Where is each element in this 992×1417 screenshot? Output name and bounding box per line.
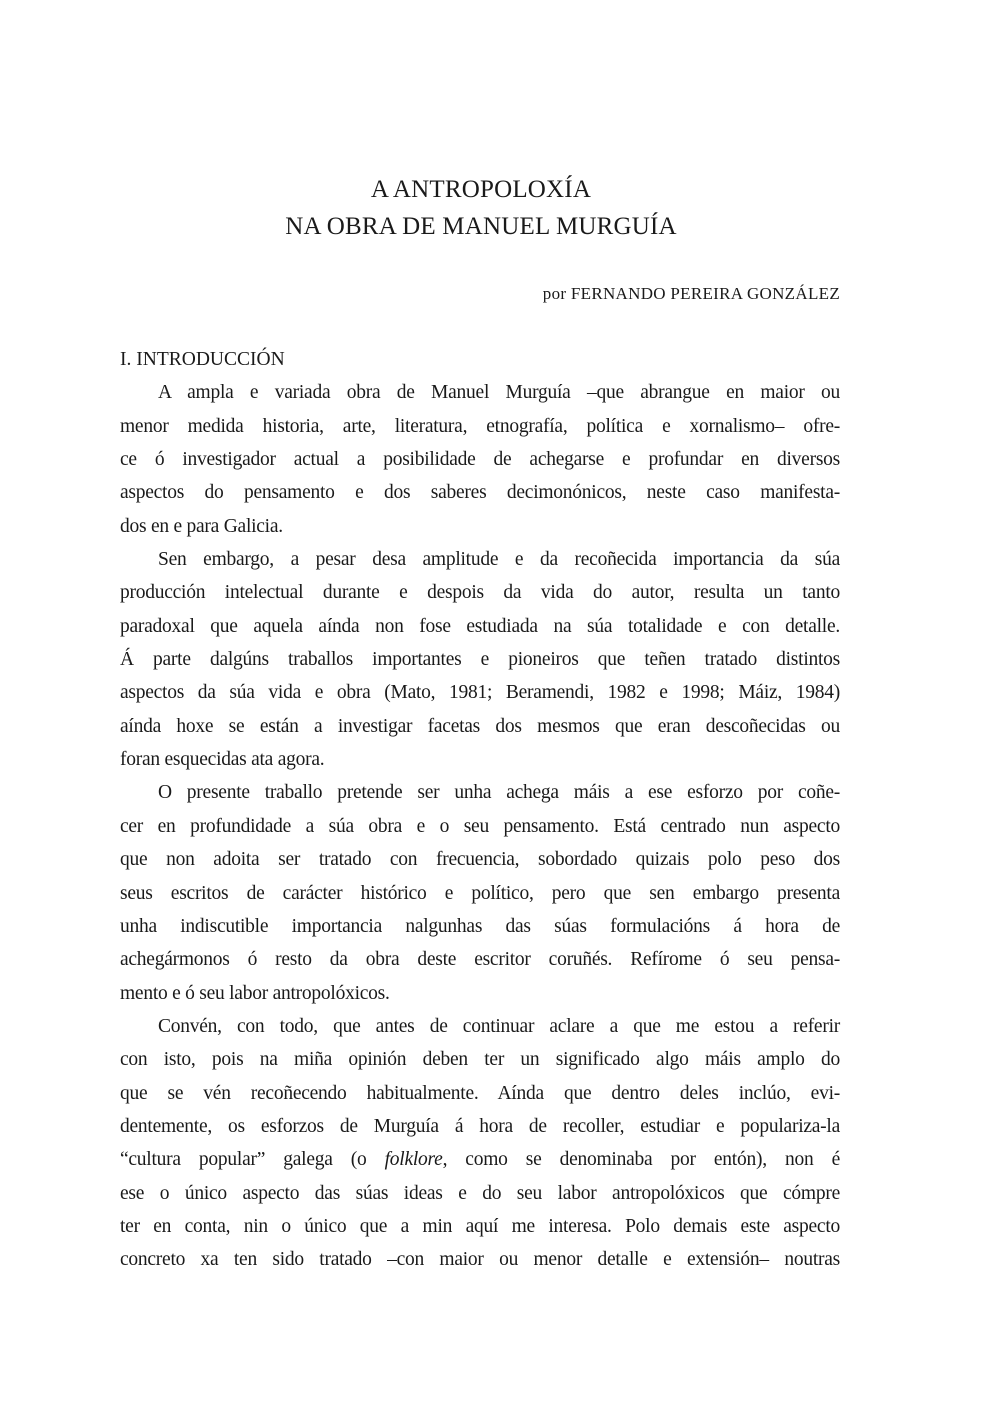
paragraph-4-line: dentemente, os esforzos de Murguía á hora de recoller, estudiar e populariza-la xyxy=(120,1115,840,1137)
paragraph-4-line: Convén, con todo, que antes de continuar aclare a que me estou a referir xyxy=(158,1015,840,1037)
author-byline: por FERNANDO PEREIRA GONZÁLEZ xyxy=(542,284,840,303)
paragraph-2-line: Á parte dalgúns traballos importantes e pioneiros que teñen tratado distintos xyxy=(120,649,840,671)
paragraph-2-line: paradoxal que aquela aínda non fose estudiada na súa totalidade e con detalle. xyxy=(120,615,840,637)
paragraph-4-line: ter en conta, nin o único que a min aquí me interesa. Polo demais este aspecto xyxy=(120,1215,840,1237)
paragraph-2-line: aínda hoxe se están a investigar facetas dos mesmos que eran descoñecidas ou xyxy=(120,715,840,737)
title-line-1: A ANTROPOLOXÍA xyxy=(370,176,592,203)
paragraph-3-line: seus escritos de carácter histórico e político, pero que sen embargo presenta xyxy=(120,882,840,904)
paragraph-4-line: que se vén recoñecendo habitualmente. Aínda que dentro deles inclúo, evi- xyxy=(120,1082,840,1104)
paragraph-3-line: mento e ó seu labor antropolóxicos. xyxy=(120,982,390,1004)
paragraph-2-line: aspectos da súa vida e obra (Mato, 1981; Beramendi, 1982 e 1998; Máiz, 1984) xyxy=(120,682,840,704)
paragraph-4-line xyxy=(120,1143,840,1176)
paragraph-3-line: que non adoita ser tratado con frecuencia, sobordado quizais polo peso dos xyxy=(120,849,840,871)
paragraph-3-line: O presente traballo pretende ser unha achega máis a ese esforzo por coñe- xyxy=(158,782,840,804)
paragraph-1-line: menor medida historia, arte, literatura, etnografía, política e xornalismo– ofre- xyxy=(120,415,840,437)
italic-term: folklore xyxy=(384,1149,443,1171)
paragraph-4-line: con isto, pois na miña opinión deben ter un significado algo máis amplo do xyxy=(120,1049,840,1071)
text-segment: “cultura popular” galega (o xyxy=(120,1149,385,1171)
paragraph-4-line: concreto xa ten sido tratado –con maior ou menor detalle e extensión– noutras xyxy=(120,1249,840,1271)
paragraph-2-line: Sen embargo, a pesar desa amplitude e da recoñecida importancia da súa xyxy=(158,549,840,571)
text-segment: , como se denominaba por entón), non é xyxy=(442,1149,840,1171)
paragraph-1-line: aspectos do pensamento e dos saberes decimonónicos, neste caso manifesta- xyxy=(120,482,840,504)
paragraph-4-line: ese o único aspecto das súas ideas e do seu labor antropolóxicos que cómpre xyxy=(120,1182,840,1204)
paragraph-1-line: ce ó investigador actual a posibilidade de achegarse e profundar en diversos xyxy=(120,449,840,471)
paragraph-2-line: foran esquecidas ata agora. xyxy=(120,749,325,771)
paragraph-3-line: cer en profundidade a súa obra e o seu pensamento. Está centrado nun aspecto xyxy=(120,815,840,837)
section-heading: I. INTRODUCCIÓN xyxy=(120,349,285,370)
title-line-2: NA OBRA DE MANUEL MURGUÍA xyxy=(285,213,677,240)
paragraph-1-line: A ampla e variada obra de Manuel Murguía –que abrangue en maior ou xyxy=(158,382,840,404)
paragraph-3-line: unha indiscutible importancia nalgunhas das súas formulacións á hora de xyxy=(120,915,840,937)
paragraph-3-line: achegármonos ó resto da obra deste escritor coruñés. Refírome ó seu pensa- xyxy=(120,949,840,971)
article-body xyxy=(120,343,840,1277)
paragraph-1-line: dos en e para Galicia. xyxy=(120,515,283,537)
paragraph-2-line: producción intelectual durante e despois da vida do autor, resulta un tanto xyxy=(120,582,840,604)
